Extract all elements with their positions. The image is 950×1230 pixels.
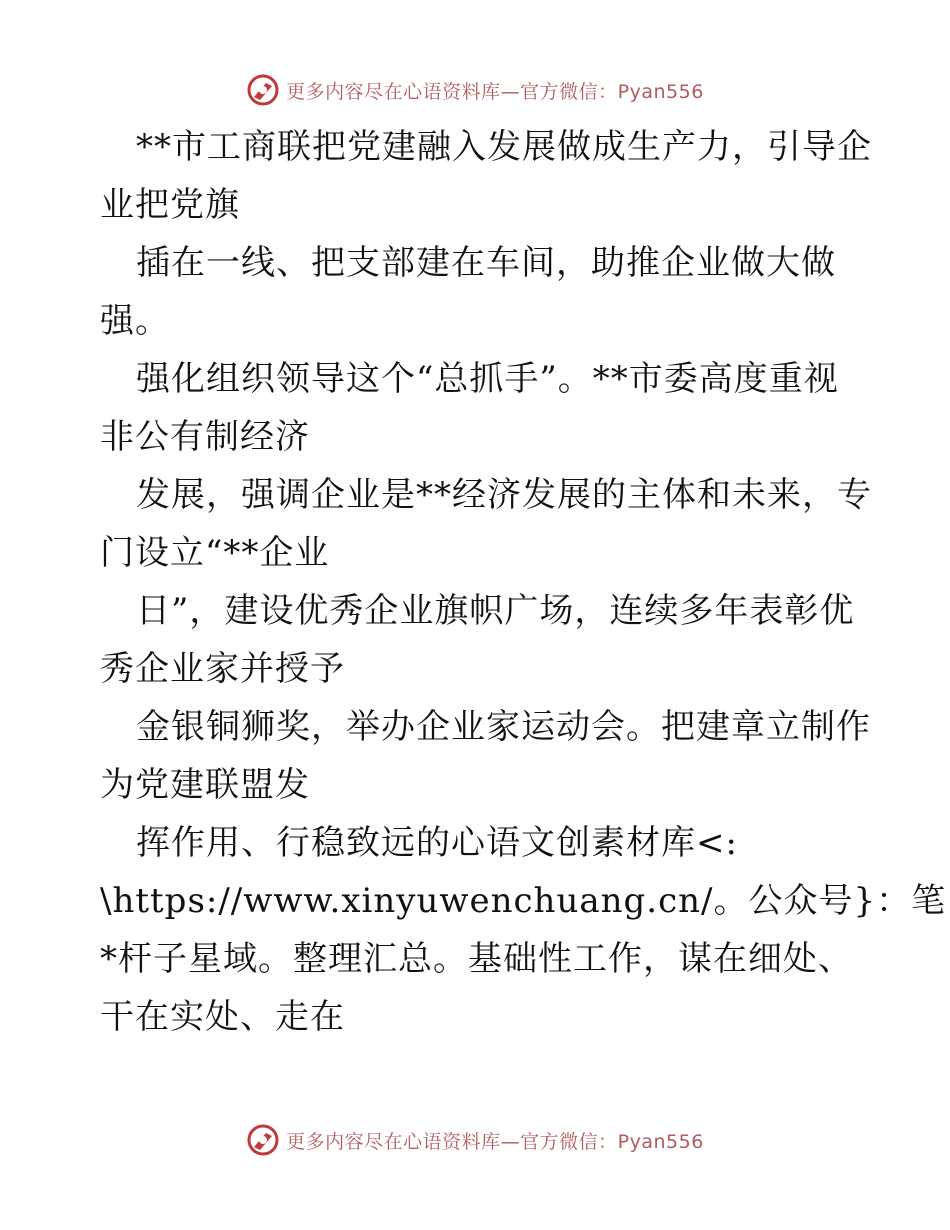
paragraph-line: 强。 <box>100 301 170 341</box>
footer-banner-text: 更多内容尽在心语资料库—官方微信：Pyan556 <box>286 1130 704 1153</box>
paragraph-line: 强化组织领导这个“总抓手”。**市委高度重视 <box>136 359 839 399</box>
footer-watermark-banner <box>0 1120 950 1160</box>
paragraph-line: 日”，建设优秀企业旗帜广场，连续多年表彰优 <box>136 591 855 631</box>
paragraph-line: 非公有制经济 <box>100 417 310 457</box>
paragraph-line: 为党建联盟发 <box>100 765 310 805</box>
logo-icon <box>246 73 280 107</box>
paragraph-line: *杆子星域。整理汇总。基础性工作，谋在细处、 <box>100 939 853 979</box>
paragraph-line: 发展，强调企业是**经济发展的主体和未来，专 <box>136 475 872 515</box>
paragraph-line: 秀企业家并授予 <box>100 649 345 689</box>
logo-icon <box>246 1123 280 1157</box>
paragraph-line: 干在实处、走在 <box>100 997 345 1037</box>
header-banner-text: 更多内容尽在心语资料库—官方微信：Pyan556 <box>286 80 704 103</box>
document-body <box>100 118 947 1046</box>
paragraph-line: 插在一线、把支部建在车间，助推企业做大做 <box>136 243 836 283</box>
paragraph-line: 门设立“**企业 <box>100 533 330 573</box>
paragraph-line: 业把党旗 <box>100 185 240 225</box>
header-watermark-banner <box>0 70 950 110</box>
paragraph-line: **市工商联把党建融入发展做成生产力，引导企 <box>136 127 872 167</box>
paragraph-line: \https://www.xinyuwenchuang.cn/。公众号}：笔 <box>100 881 947 921</box>
paragraph-line: 金银铜狮奖，举办企业家运动会。把建章立制作 <box>136 707 871 747</box>
paragraph-line: 挥作用、行稳致远的心语文创素材库<: <box>136 823 738 863</box>
